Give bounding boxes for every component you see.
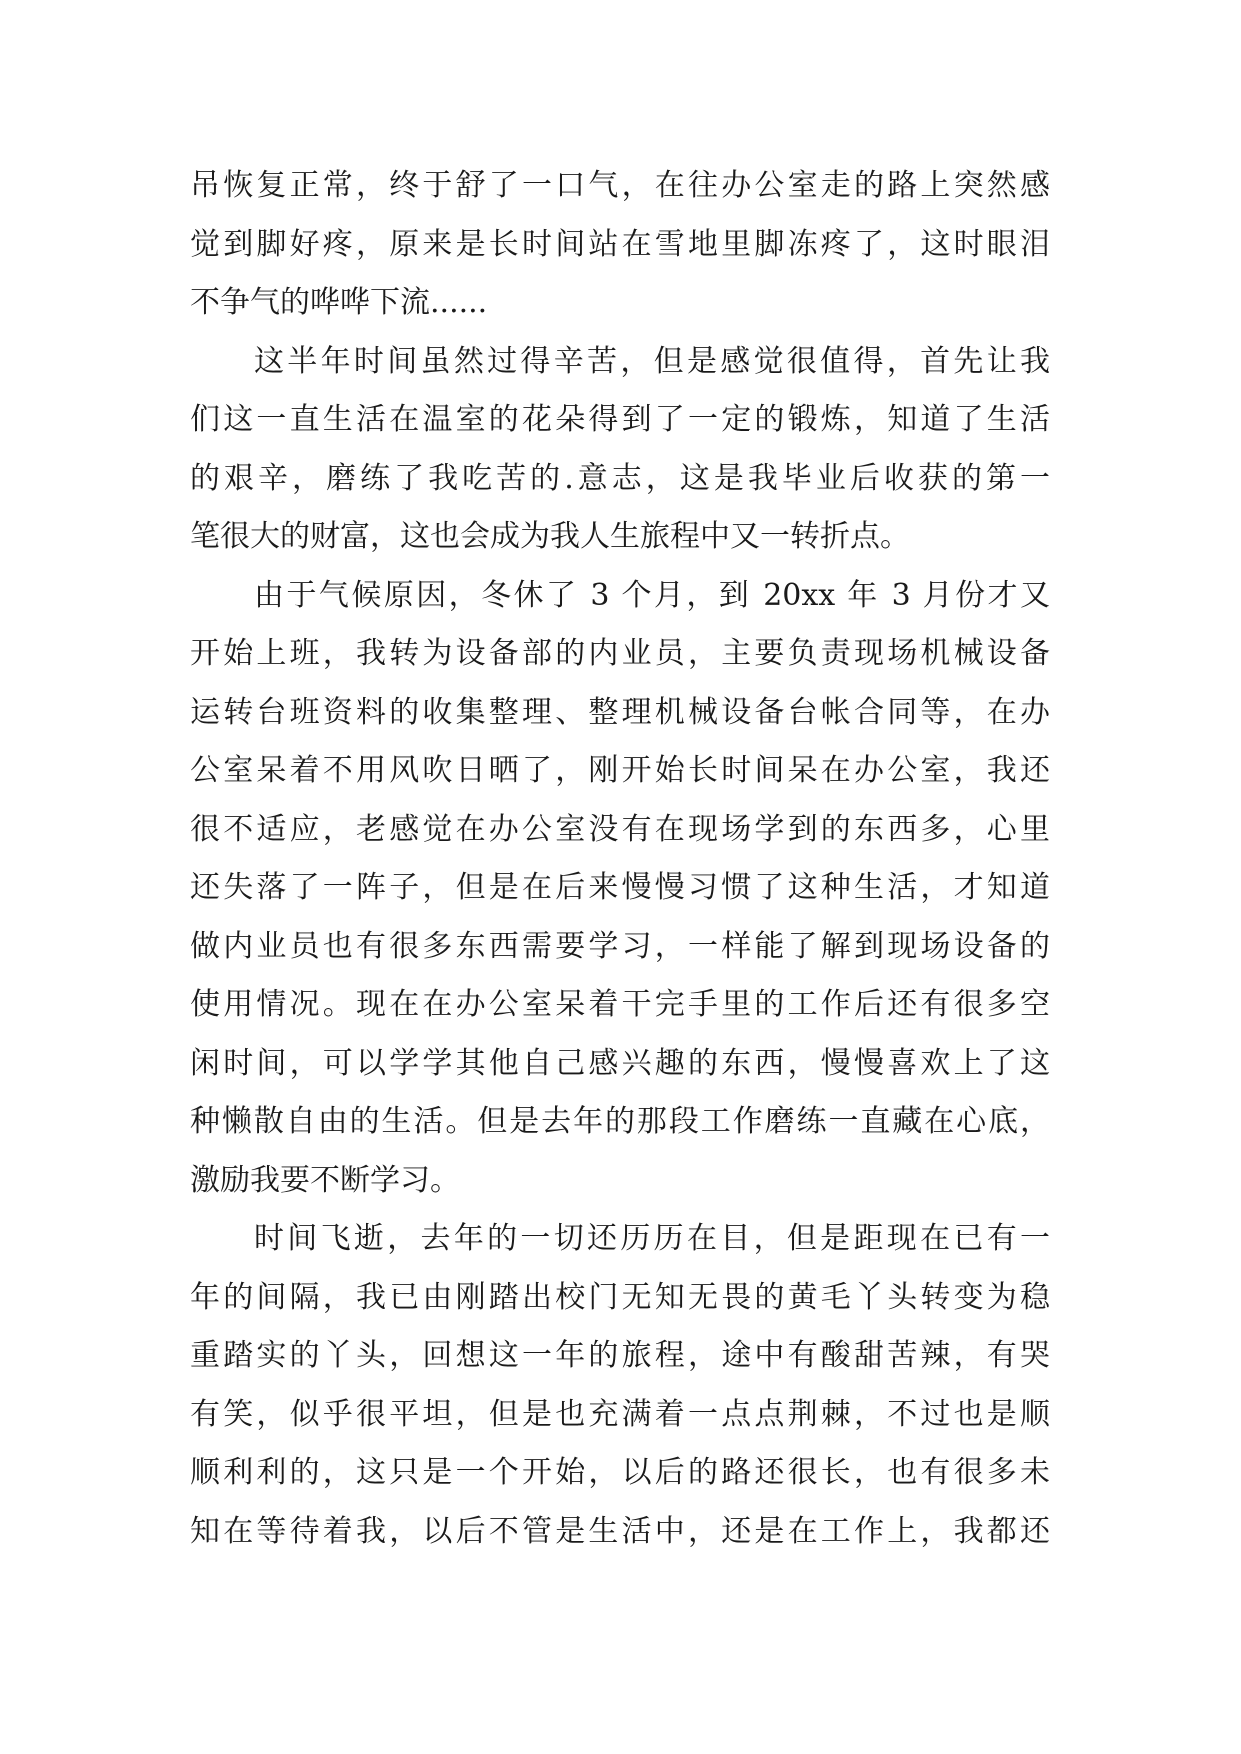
text-line: 年的间隔，我已由刚踏出校门无知无畏的黄毛丫头转变为稳 — [190, 1279, 1050, 1315]
text-line: 还失落了一阵子，但是在后来慢慢习惯了这种生活，才知道 — [190, 870, 1050, 905]
text-line: 重踏实的丫头，回想这一年的旅程，途中有酸甜苦辣，有哭 — [190, 1338, 1050, 1373]
text-line: 吊恢复正常，终于舒了一口气，在往办公室走的路上突然感 — [190, 168, 1050, 203]
text-line: 运转台班资料的收集整理、整理机械设备台帐合同等，在办 — [190, 694, 1050, 730]
text-line: 种懒散自由的生活。但是去年的那段工作磨练一直藏在心底， — [190, 1104, 1050, 1139]
text-line: 有笑，似乎很平坦，但是也充满着一点点荆棘，不过也是顺 — [190, 1396, 1050, 1432]
text-line: 由于气候原因，冬休了 3 个月，到 20xx 年 3 月份才又 — [254, 577, 1050, 613]
text-line: 激励我要不断学习。 — [190, 1162, 460, 1198]
text-line: 很不适应，老感觉在办公室没有在现场学到的东西多，心里 — [190, 811, 1050, 847]
text-line: 觉到脚好疼，原来是长时间站在雪地里脚冻疼了，这时眼泪 — [190, 226, 1050, 262]
text-line: 时间飞逝，去年的一切还历历在目，但是距现在已有一 — [254, 1221, 1050, 1256]
text-line: 的艰辛，磨练了我吃苦的.意志，这是我毕业后收获的第一 — [190, 460, 1050, 496]
text-line: 笔很大的财富，这也会成为我人生旅程中又一转折点。 — [190, 519, 910, 554]
text-line: 知在等待着我，以后不管是生活中，还是在工作上，我都还 — [190, 1513, 1050, 1549]
text-line: 顺利利的，这只是一个开始，以后的路还很长，也有很多未 — [190, 1455, 1050, 1490]
text-line: 使用情况。现在在办公室呆着干完手里的工作后还有很多空 — [190, 987, 1050, 1022]
text-line: 这半年时间虽然过得辛苦，但是感觉很值得，首先让我 — [254, 343, 1050, 379]
text-line: 闲时间，可以学学其他自己感兴趣的东西，慢慢喜欢上了这 — [190, 1045, 1050, 1081]
text-line: 不争气的哗哗下流...... — [190, 285, 488, 320]
text-line: 公室呆着不用风吹日晒了，刚开始长时间呆在办公室，我还 — [190, 753, 1050, 788]
text-line: 开始上班，我转为设备部的内业员，主要负责现场机械设备 — [190, 636, 1050, 671]
body-text — [190, 157, 1050, 1561]
text-line: 做内业员也有很多东西需要学习，一样能了解到现场设备的 — [190, 928, 1050, 964]
text-line: 们这一直生活在温室的花朵得到了一定的锻炼，知道了生活 — [190, 402, 1050, 437]
